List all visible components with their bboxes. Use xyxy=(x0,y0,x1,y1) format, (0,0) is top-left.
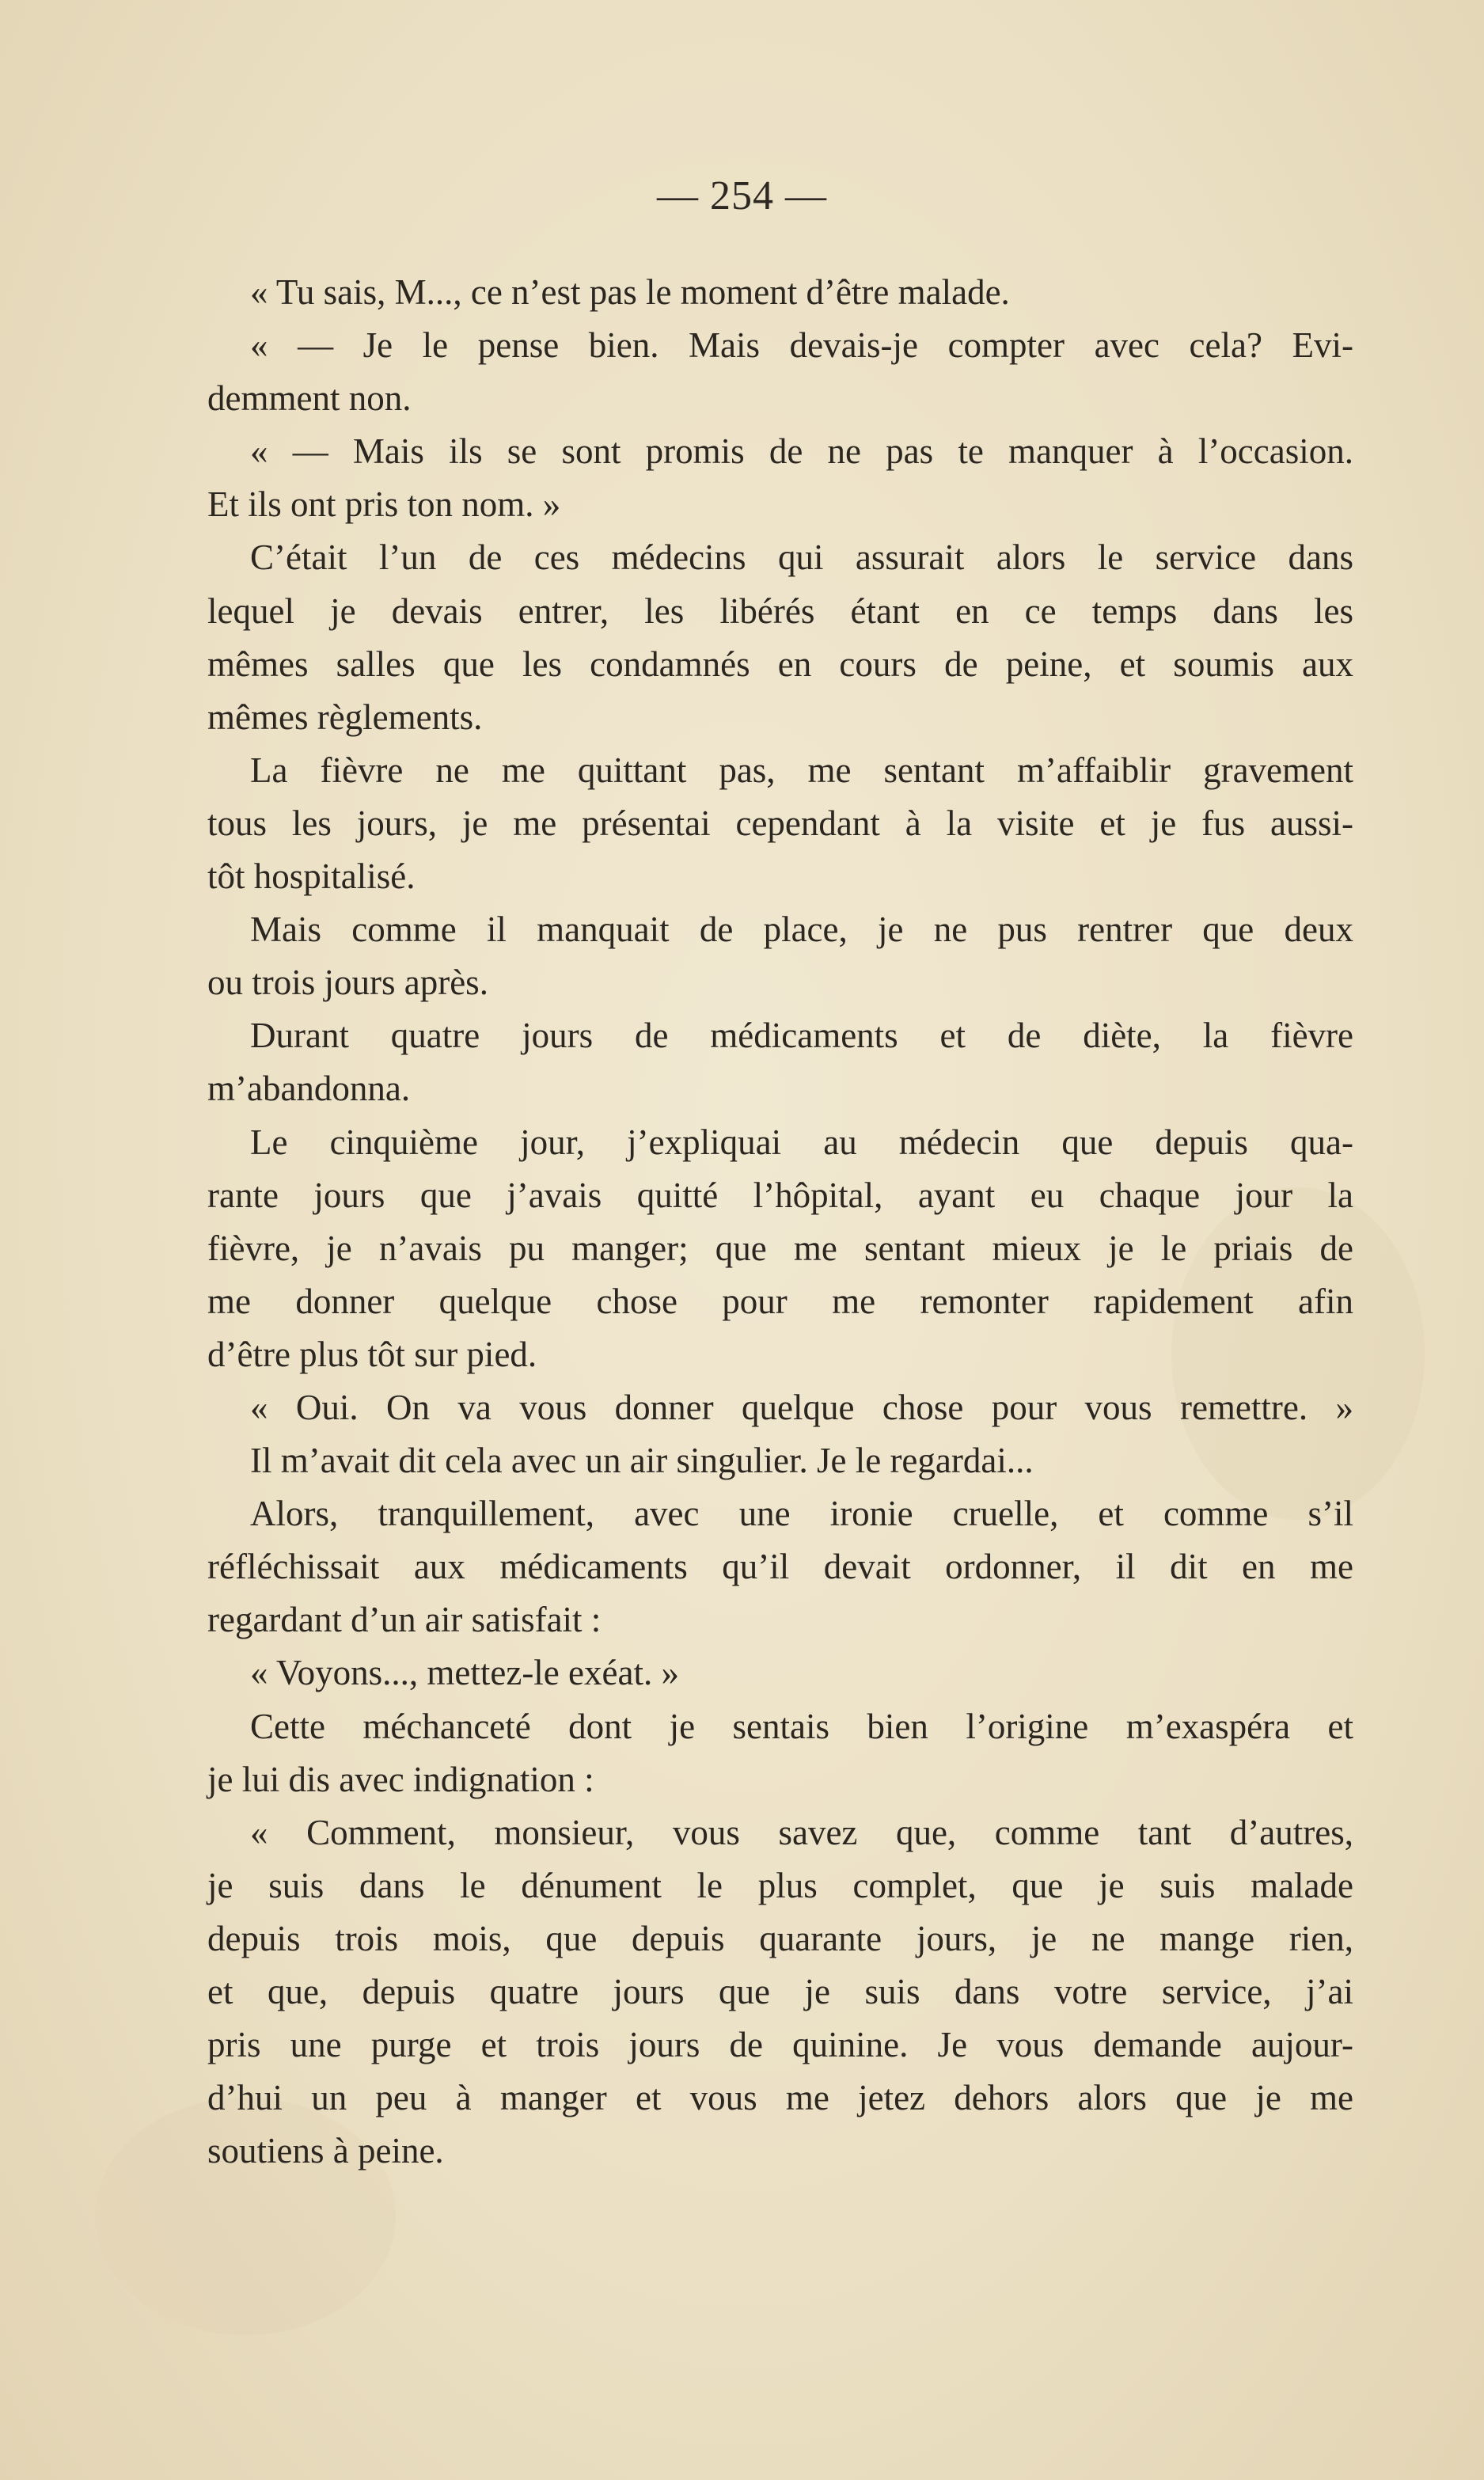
text-line: Et ils ont pris ton nom. » xyxy=(207,484,561,525)
text-line: regardant d’un air satisfait : xyxy=(207,1600,602,1640)
text-line: je suis dans le dénument le plus complet, que je suis malade xyxy=(207,1865,1353,1905)
text-line: d’hui un peu à manger et vous me jetez dehors alors que je me xyxy=(207,2078,1353,2118)
text-line: me donner quelque chose pour me remonter rapidement afin xyxy=(207,1281,1353,1321)
text-line: fièvre, je n’avais pu manger; que me sentant mieux je le priais de xyxy=(207,1228,1353,1268)
text-line: réfléchissait aux médicaments qu’il devait ordonner, il dit en me xyxy=(207,1547,1353,1587)
text-line: « Tu sais, M..., ce n’est pas le moment d’être malade. xyxy=(250,272,1010,312)
text-line: d’être plus tôt sur pied. xyxy=(207,1334,537,1374)
text-line: lequel je devais entrer, les libérés étant en ce temps dans les xyxy=(207,591,1353,631)
text-line: ou trois jours après. xyxy=(207,963,488,1003)
body-text xyxy=(207,266,1353,2178)
text-line: Cette méchanceté dont je sentais bien l’origine m’exaspéra et xyxy=(250,1706,1353,1746)
text-line: soutiens à peine. xyxy=(207,2131,444,2171)
page-number: — 254 — xyxy=(657,173,827,218)
text-line: mêmes règlements. xyxy=(207,697,483,737)
text-line: Mais comme il manquait de place, je ne pus rentrer que deux xyxy=(250,910,1353,950)
text-line: mêmes salles que les condamnés en cours de peine, et soumis aux xyxy=(207,644,1353,684)
text-line: La fièvre ne me quittant pas, me sentant m’affaiblir gravement xyxy=(250,750,1353,790)
text-line: tous les jours, je me présentai cependant à la visite et je fus aussi- xyxy=(207,803,1353,843)
text-line: Il m’avait dit cela avec un air singulier. Je le regardai... xyxy=(250,1441,1034,1481)
text-line: tôt hospitalisé. xyxy=(207,856,416,897)
text-line: demment non. xyxy=(207,378,412,419)
text-line: « Oui. On va vous donner quelque chose pour vous remettre. » xyxy=(250,1387,1353,1427)
text-line: C’était l’un de ces médecins qui assurait alors le service dans xyxy=(250,537,1353,578)
text-line: je lui dis avec indignation : xyxy=(207,1759,594,1799)
text-line: rante jours que j’avais quitté l’hôpital, ayant eu chaque jour la xyxy=(207,1175,1353,1215)
text-line: « Comment, monsieur, vous savez que, comme tant d’autres, xyxy=(250,1812,1353,1852)
text-line: Durant quatre jours de médicaments et de diète, la fièvre xyxy=(250,1016,1353,1056)
text-line: m’abandonna. xyxy=(207,1069,411,1109)
text-line: depuis trois mois, que depuis quarante jours, je ne mange rien, xyxy=(207,1918,1353,1958)
text-line: « Voyons..., mettez-le exéat. » xyxy=(250,1653,679,1693)
text-line: Alors, tranquillement, avec une ironie cruelle, et comme s’il xyxy=(250,1494,1353,1534)
text-line: « — Mais ils se sont promis de ne pas te manquer à l’occasion. xyxy=(250,431,1353,472)
text-line: « — Je le pense bien. Mais devais-je compter avec cela? Evi- xyxy=(250,325,1353,366)
text-line: pris une purge et trois jours de quinine. Je vous demande aujour- xyxy=(207,2025,1353,2065)
text-line: et que, depuis quatre jours que je suis dans votre service, j’ai xyxy=(207,1972,1353,2011)
text-line: Le cinquième jour, j’expliquai au médecin que depuis qua- xyxy=(250,1122,1353,1162)
